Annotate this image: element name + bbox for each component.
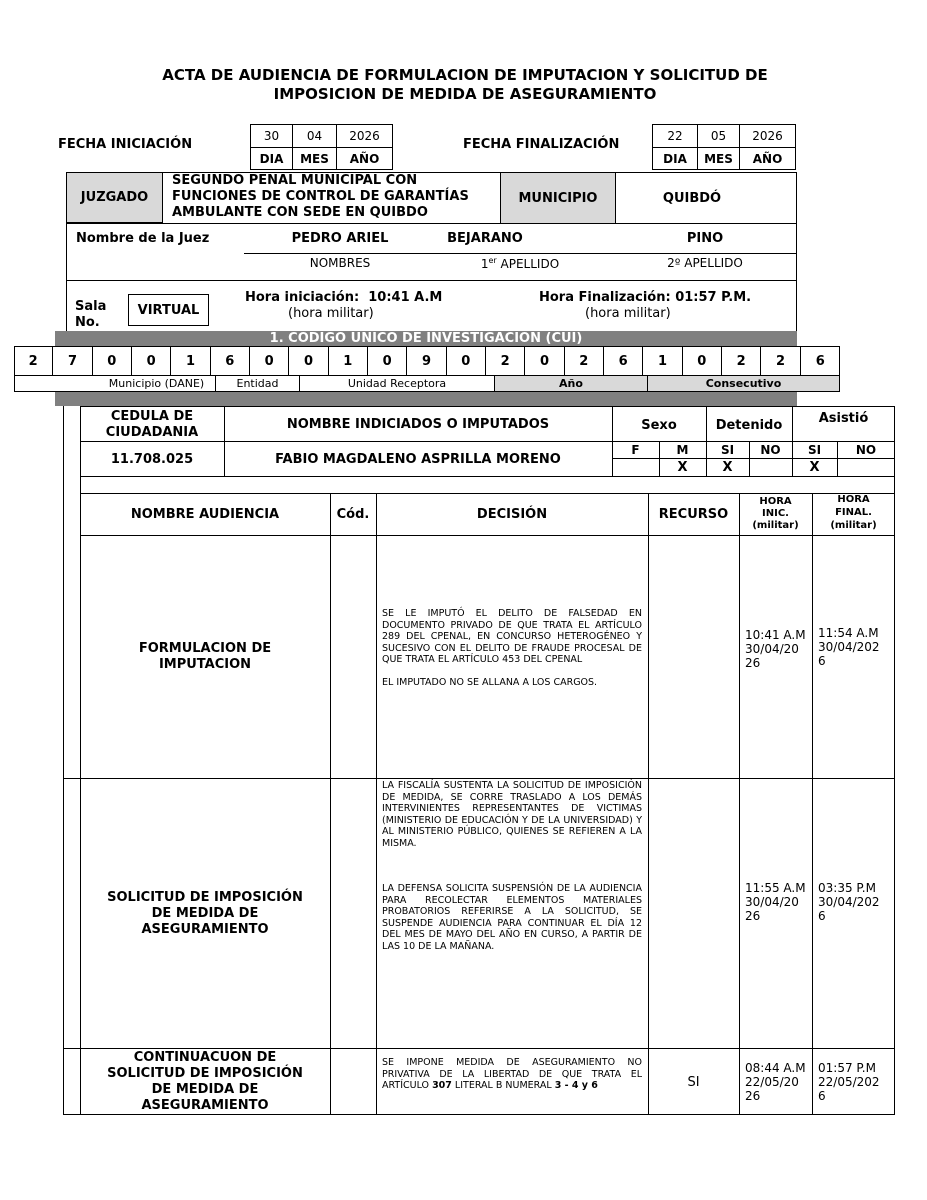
hora-iniciacion-label <box>245 290 442 305</box>
hora-inicio-note: (hora militar) <box>288 306 374 321</box>
hora-fin-note: (hora militar) <box>585 306 671 321</box>
cui-digit: 0 <box>250 346 289 376</box>
col-divider <box>330 494 331 1115</box>
juzgado-value <box>172 173 492 221</box>
cui-digit: 1 <box>171 346 210 376</box>
cui-digit: 0 <box>132 346 171 376</box>
audiencia-1-inic-1: 10:41 A.M <box>745 628 806 642</box>
audiencia-1-fin-2: 30/04/202 <box>818 640 880 654</box>
audiencia-1-inic-2: 30/04/20 <box>745 642 799 656</box>
nombre-imputados-label: NOMBRE INDICIADOS O IMPUTADOS <box>286 416 550 432</box>
audiencia-2-nombre-2: DE MEDIDA DE <box>151 906 259 921</box>
municipio-label: MUNICIPIO <box>500 173 616 223</box>
divider <box>67 223 796 224</box>
audiencia-2-inic-2: 30/04/20 <box>745 895 799 909</box>
fecha-finalizacion-label: FECHA FINALIZACIÓN <box>463 137 620 152</box>
audiencia-2-fin-2: 30/04/202 <box>818 895 880 909</box>
audiencia-1-inic-3: 26 <box>745 656 761 670</box>
cui-consecutivo-label: Consecutivo <box>648 376 839 391</box>
imputado-nombre: FABIO MAGDALENO ASPRILLA MORENO <box>275 451 561 467</box>
detenido-si-mark: X <box>722 459 733 475</box>
dia-label: DIA <box>653 148 698 169</box>
audiencia-1-decision-p2: EL IMPUTADO NO SE ALLANA A LOS CARGOS. <box>382 676 598 688</box>
col-divider <box>648 494 649 1115</box>
cui-digit: 1 <box>643 346 682 376</box>
audiencia-2-nombre-3: ASEGURAMIENTO <box>141 922 269 937</box>
detenido-label: Detenido <box>715 417 783 433</box>
col-divider <box>739 494 740 1115</box>
audiencia-3-fin-3: 6 <box>818 1089 826 1103</box>
col-divider <box>376 494 377 1115</box>
cui-digit: 2 <box>486 346 525 376</box>
fecha-finalizacion-box <box>652 124 796 170</box>
title-line-1: ACTA DE AUDIENCIA DE FORMULACION DE IMPUTACION Y SOLICITUD DE <box>162 66 768 84</box>
sexo-m-label: M <box>676 442 689 457</box>
sala-label-2: No. <box>75 315 100 330</box>
audiencia-3-nombre-2: SOLICITUD DE IMPOSICIÓN <box>107 1066 303 1081</box>
cui-digit: 0 <box>683 346 722 376</box>
audiencia-1-nombre-2: IMPUTACION <box>158 657 252 672</box>
cedula-label-2: CIUDADANIA <box>105 425 199 440</box>
audiencia-3-inic-1: 08:44 A.M <box>745 1061 806 1075</box>
cui-unidad-label: Unidad Receptora <box>300 376 495 391</box>
audiencia-3-inic-3: 26 <box>745 1089 761 1103</box>
juez-label: Nombre de la Juez <box>76 231 210 246</box>
audiencia-1-fin-3: 6 <box>818 654 826 668</box>
audiencia-2-decision <box>382 780 642 952</box>
audiencia-1-decision <box>382 608 642 688</box>
decision-header: DECISIÓN <box>476 507 548 522</box>
detenido-si-label: SI <box>720 442 735 457</box>
divider <box>244 253 796 254</box>
hora-inic-h2: INIC. <box>762 508 789 519</box>
cui-digit: 9 <box>407 346 446 376</box>
audiencia-1-fin-1: 11:54 A.M <box>818 626 879 640</box>
cod-header: Cód. <box>336 507 370 522</box>
cui-digit: 2 <box>14 346 53 376</box>
audiencia-3-fin-2: 22/05/202 <box>818 1075 880 1089</box>
recurso-header: RECURSO <box>658 507 729 522</box>
anio-label: AÑO <box>752 151 783 166</box>
audiencia-2-fin-3: 6 <box>818 909 826 923</box>
sala-value: VIRTUAL <box>128 294 209 326</box>
fecha-inicio-dia: 30 <box>251 125 293 148</box>
divider <box>67 280 796 281</box>
fecha-fin-dia: 22 <box>653 125 698 148</box>
divider <box>63 1048 895 1049</box>
audiencia-2-fin-1: 03:35 P.M <box>818 881 876 895</box>
audiencia-2-hora-fin <box>818 881 880 923</box>
municipio-value: QUIBDÓ <box>662 190 722 206</box>
hora-inic-h3: (militar) <box>752 520 799 531</box>
fecha-iniciacion-label: FECHA INICIACIÓN <box>58 137 193 152</box>
audiencia-3-fin-1: 01:57 P.M <box>818 1061 876 1075</box>
juzgado-label: JUZGADO <box>67 173 163 223</box>
audiencia-3-inic-2: 22/05/20 <box>745 1075 799 1089</box>
audiencia-1-decision-p1: SE LE IMPUTÓ EL DELITO DE FALSEDAD EN DOCUMENTO PRIVADO DE QUE TRATA EL ARTÍCULO 289 DEL CPENAL, EN CONCURSO HETEROGÉNEO Y SUCESIVO CON EL DELITO DE FRAUDE PROCESAL DE QUE TRATA EL ARTÍCULO 453 DEL CPENAL <box>382 608 642 665</box>
apellido-1-text: APELLIDO <box>496 257 560 271</box>
audiencia-2-hora-inic <box>745 881 806 923</box>
juzgado-line-1: SEGUNDO PENAL MUNICIPAL CON <box>172 173 418 188</box>
apellido-1-label <box>440 256 600 271</box>
cui-digit: 0 <box>447 346 486 376</box>
cui-digit: 6 <box>815 353 825 369</box>
juez-nombres: PEDRO ARIEL <box>291 231 389 246</box>
fecha-iniciacion-box <box>250 124 393 170</box>
cedula-label-1: CEDULA DE <box>110 409 194 424</box>
audiencia-2-nombre-1: SOLICITUD DE IMPOSICIÓN <box>107 890 303 905</box>
audiencia-3-decision-articulo: 307 <box>432 1080 452 1091</box>
juez-apellido-2: PINO <box>686 231 724 246</box>
audiencia-3-nombre-1: CONTINUACUON DE <box>133 1050 277 1065</box>
hora-finalizacion-label <box>539 290 751 305</box>
asistio-si-mark: X <box>809 459 820 475</box>
apellido-2-label: 2º APELLIDO <box>667 256 743 270</box>
audiencia-2-decision-p1: LA FISCALÍA SUSTENTA LA SOLICITUD DE IMPOSICIÓN DE MEDIDA, SE CORRE TRASLADO A LOS DEMÁS INTERVINIENTES REPRESENTANTES DE VICTIMAS (MINISTERIO DE EDUCACIÓN Y DE LA UNIVERSIDAD) Y AL MINISTERIO PÚBLICO, QUIENES SE REFIEREN A LA MISMA. <box>382 780 642 849</box>
detenido-no-label: NO <box>760 442 781 457</box>
juez-apellido-1: BEJARANO <box>447 231 523 246</box>
audiencia-3-nombre <box>80 1050 330 1114</box>
hora-inicio-value: 10:41 A.M <box>368 290 443 305</box>
hora-final-header <box>812 493 895 532</box>
asistio-label: Asistió <box>818 410 869 426</box>
apellido-1-num: 1 <box>480 257 489 271</box>
audiencia-3-decision-mid: LITERAL B NUMERAL <box>451 1080 555 1091</box>
cui-anio-label: Año <box>495 376 648 391</box>
divider <box>63 778 895 779</box>
nombre-audiencia-header: NOMBRE AUDIENCIA <box>130 507 280 522</box>
divider <box>63 1114 895 1115</box>
cui-digit: 0 <box>368 346 407 376</box>
cui-entidad-label: Entidad <box>216 376 300 391</box>
hora-final-h2: FINAL. <box>835 507 872 518</box>
cui-digit: 6 <box>211 346 250 376</box>
document-title <box>60 66 870 104</box>
audiencia-3-decision-numerales: 3 - 4 y 6 <box>554 1080 598 1091</box>
audiencia-2-inic-3: 26 <box>745 909 761 923</box>
cui-digit: 0 <box>289 346 328 376</box>
cedula-value: 11.708.025 <box>110 451 194 467</box>
sexo-m-mark: X <box>677 459 688 475</box>
cedula-label <box>82 409 222 441</box>
cui-digit: 2 <box>761 346 800 376</box>
cui-digit: 2 <box>565 346 604 376</box>
audiencia-3-nombre-3: DE MEDIDA DE <box>151 1082 259 1097</box>
asistio-si-label: SI <box>807 442 822 457</box>
anio-label: AÑO <box>349 151 380 166</box>
apellido-1-sup: er <box>488 256 497 265</box>
title-line-2: IMPOSICION DE MEDIDA DE ASEGURAMIENTO <box>273 85 657 103</box>
divider <box>612 458 895 459</box>
mes-label: MES <box>698 148 740 169</box>
sexo-f-label: F <box>631 442 640 457</box>
hora-final-h1: HORA <box>837 494 870 505</box>
cui-footer-band <box>55 392 797 406</box>
audiencia-2-nombre <box>80 890 330 938</box>
cui-digit: 1 <box>329 346 368 376</box>
audiencia-3-hora-inic <box>745 1061 806 1103</box>
mes-label: MES <box>293 148 337 169</box>
juzgado-line-3: AMBULANTE CON SEDE EN QUIBDO <box>172 205 428 220</box>
audiencia-3-decision-pre: SE IMPONE MEDIDA DE ASEGURAMIENTO NO PRIVATIVA DE LA LIBERTAD DE QUE TRATA EL ARTÍCULO <box>382 1057 642 1091</box>
hora-inicio-label-text: Hora iniciación: <box>245 290 360 305</box>
fecha-inicio-anio: 2026 <box>337 125 392 148</box>
cui-digit: 0 <box>93 346 132 376</box>
fecha-inicio-mes: 04 <box>293 125 337 148</box>
cui-municipio-label: Municipio (DANE) <box>98 376 216 391</box>
fecha-fin-mes: 05 <box>698 125 740 148</box>
cui-digit: 6 <box>604 346 643 376</box>
cui-digit: 2 <box>722 346 761 376</box>
asistio-no-label: NO <box>855 442 877 457</box>
divider <box>80 535 895 536</box>
hora-inic-h1: HORA <box>759 496 792 507</box>
audiencia-3-nombre-4: ASEGURAMIENTO <box>141 1098 269 1113</box>
juzgado-line-2: FUNCIONES DE CONTROL DE GARANTÍAS <box>172 189 469 204</box>
audiencia-2-inic-1: 11:55 A.M <box>745 881 806 895</box>
audiencia-3-hora-fin <box>818 1061 880 1103</box>
divider <box>80 476 895 477</box>
col-divider <box>812 494 813 1115</box>
audiencia-1-nombre-1: FORMULACION DE <box>138 641 272 656</box>
hora-fin-value: 01:57 P.M. <box>675 290 752 305</box>
hora-fin-label-text: Hora Finalización: <box>539 290 671 305</box>
fecha-fin-anio: 2026 <box>740 125 795 148</box>
audiencia-1-nombre <box>80 641 330 673</box>
hora-inic-header <box>739 496 812 532</box>
audiencia-3-decision <box>382 1057 642 1092</box>
sexo-label: Sexo <box>641 417 677 433</box>
dia-label: DIA <box>251 148 293 169</box>
audiencia-1-hora-inic <box>745 628 806 670</box>
cui-header: 1. CÓDIGO ÚNICO DE INVESTIGACIÓN (CUI) <box>55 331 797 346</box>
audiencia-3-recurso: SI <box>687 1074 700 1090</box>
cui-digit: 7 <box>53 346 92 376</box>
cui-digit: 0 <box>525 346 564 376</box>
audiencia-1-hora-fin <box>818 626 880 668</box>
audiencia-2-decision-p2: LA DEFENSA SOLICITA SUSPENSIÓN DE LA AUDIENCIA PARA RECOLECTAR ELEMENTOS MATERIALES PROBATORIOS REFERIRSE A LA SOLICITUD, SE SUSPENDE AUDIENCIA PARA CONTINUAR EL DÍA 12 DEL MES DE MAYO DEL AÑO EN CURSO, A PARTIR DE LAS 10 DE LA MAÑANA. <box>382 883 642 952</box>
hora-final-h3: (militar) <box>830 520 877 531</box>
sala-label <box>75 299 106 331</box>
nombres-label: NOMBRES <box>309 256 371 270</box>
sala-label-1: Sala <box>75 299 107 314</box>
